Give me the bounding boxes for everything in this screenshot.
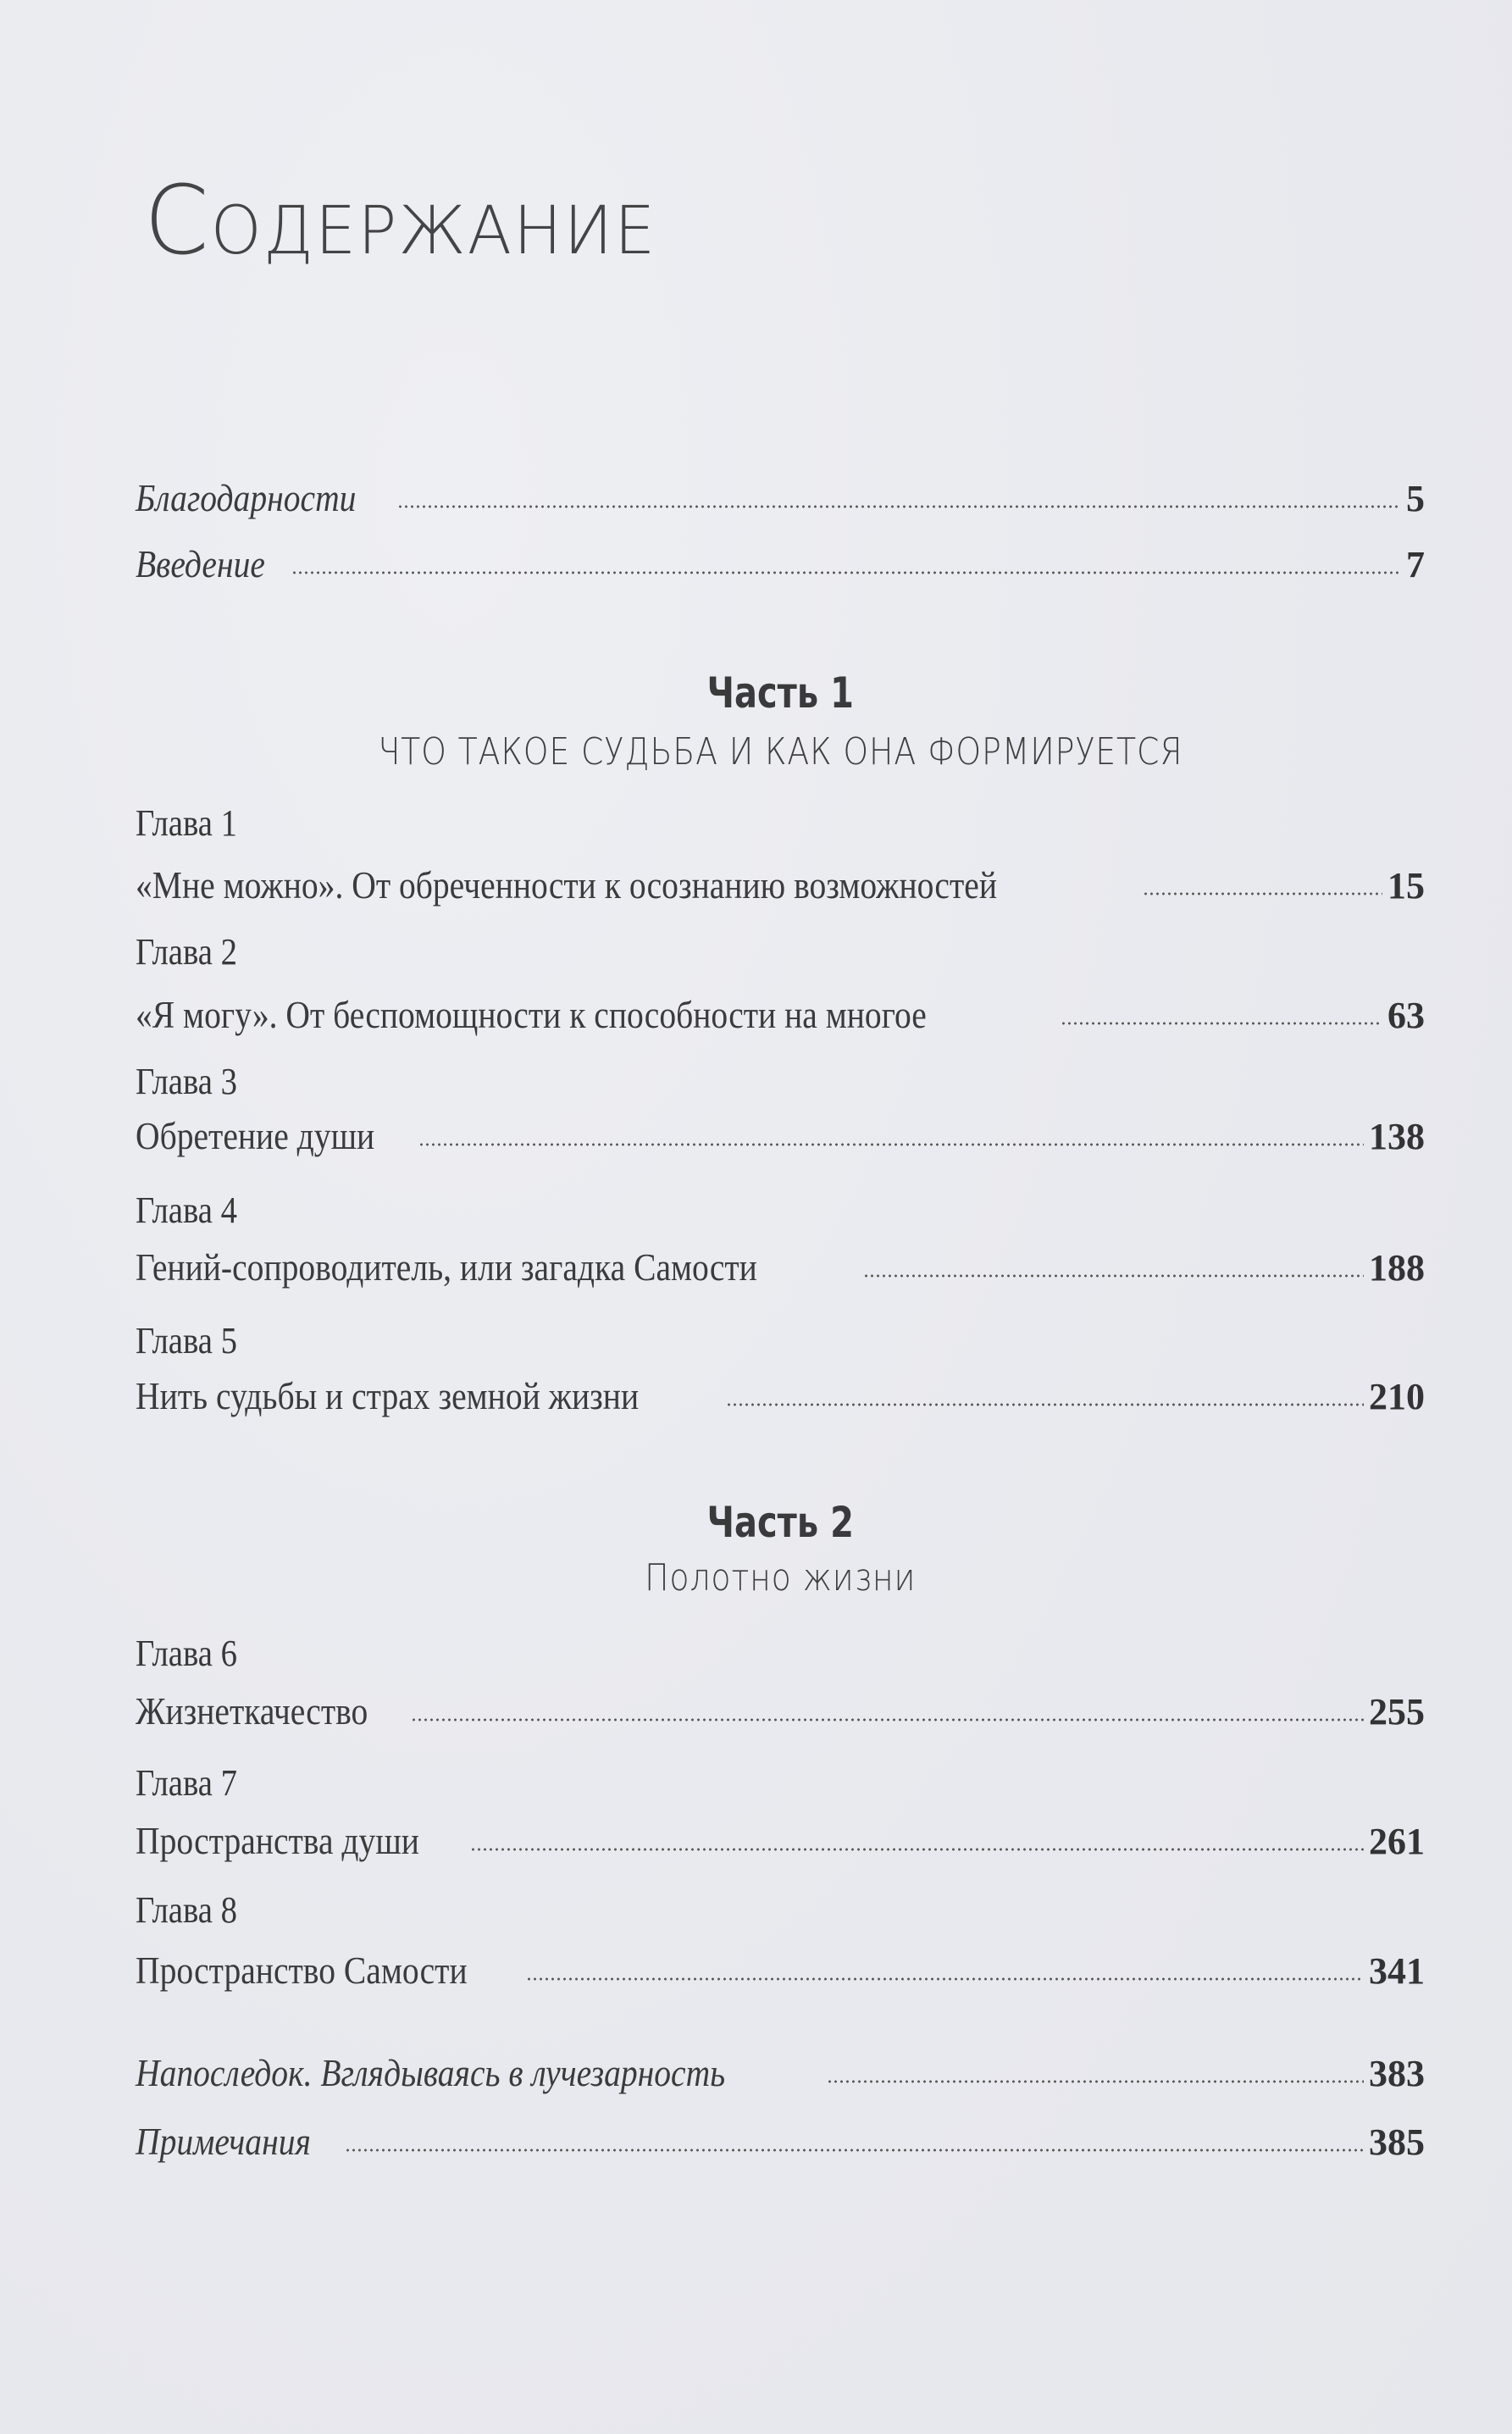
toc-entry-chapter-1[interactable] [136,863,1425,907]
chapter-label: Глава 6 [136,1633,237,1674]
page-number: 188 [1369,1247,1425,1289]
toc-entry-chapter-7[interactable] [136,1821,1425,1860]
part-title-text: Полотно жизни [644,1556,917,1600]
dot-leader [418,1140,1364,1149]
toc-entry-introduction[interactable] [136,542,1425,585]
entry-label: «Я могу». От беспомощности к способности на многое [136,993,927,1036]
page-number: 15 [1387,865,1425,907]
toc-entry-chapter-2[interactable] [136,995,1425,1034]
page-number: 255 [1369,1691,1425,1733]
dot-leader [1143,890,1382,898]
page-number: 261 [1369,1821,1425,1862]
entry-label: Пространство Самости [136,1949,468,1992]
part-title [136,1556,1425,1600]
entry-label: Нить судьбы и страх земной жизни [136,1374,640,1417]
page-number: 138 [1369,1116,1425,1157]
part-number: Часть 1 [706,668,854,718]
toc-entry-afterword[interactable] [136,2051,1425,2094]
page-number: 210 [1369,1376,1425,1417]
page-number: 341 [1369,1950,1425,1992]
toc-entry-chapter-8[interactable] [136,1951,1425,1990]
toc-entry-acknowledgements[interactable] [136,476,1425,519]
dot-leader [726,1400,1364,1409]
entry-label: Напоследок. Вглядываясь в лучезарность [136,2051,726,2094]
part-heading [136,1498,1425,1547]
chapter-label: Глава 8 [136,1889,237,1931]
chapter-label: Глава 5 [136,1320,237,1361]
dot-leader [470,1845,1364,1854]
page-number: 5 [1406,478,1425,519]
toc-entry-chapter-4[interactable] [136,1245,1425,1289]
entry-label: Примечания [136,2120,311,2163]
part-title-text: ЧТО ТАКОЕ СУДЬБА И КАК ОНА ФОРМИРУЕТСЯ [377,730,1183,773]
part-heading [136,668,1425,718]
chapter-label: Глава 7 [136,1762,237,1804]
entry-label: Обретение души [136,1114,375,1157]
part-number: Часть 2 [706,1498,854,1547]
dot-leader [345,2146,1364,2154]
chapter-label: Глава 4 [136,1189,237,1231]
dot-leader [827,2077,1364,2086]
dot-leader [397,502,1401,511]
page-title: Содержание [144,166,657,276]
page-number: 385 [1369,2121,1425,2163]
page-number: 63 [1387,995,1425,1036]
toc-entry-chapter-5[interactable] [136,1374,1425,1417]
dot-leader [411,1716,1364,1724]
dot-leader [526,1975,1364,1983]
toc-entry-chapter-3[interactable] [136,1114,1425,1157]
dot-leader [1061,1019,1382,1028]
toc-entry-notes[interactable] [136,2122,1425,2161]
entry-label: Введение [136,542,265,585]
page-number: 383 [1369,2053,1425,2094]
entry-label: «Мне можно». От обреченности к осознанию возможностей [136,863,998,907]
toc-entry-chapter-6[interactable] [136,1689,1425,1733]
entry-label: Гений-сопроводитель, или загадка Самости [136,1245,757,1289]
dot-leader [291,568,1401,577]
entry-label: Жизнеткачество [136,1689,368,1733]
chapter-label: Глава 1 [136,802,237,844]
chapter-label: Глава 2 [136,931,237,973]
chapter-label: Глава 3 [136,1061,237,1102]
part-title [136,730,1425,773]
entry-label: Благодарности [136,476,357,519]
entry-label: Пространства души [136,1819,419,1862]
dot-leader [863,1272,1364,1280]
page-number: 7 [1406,544,1425,585]
